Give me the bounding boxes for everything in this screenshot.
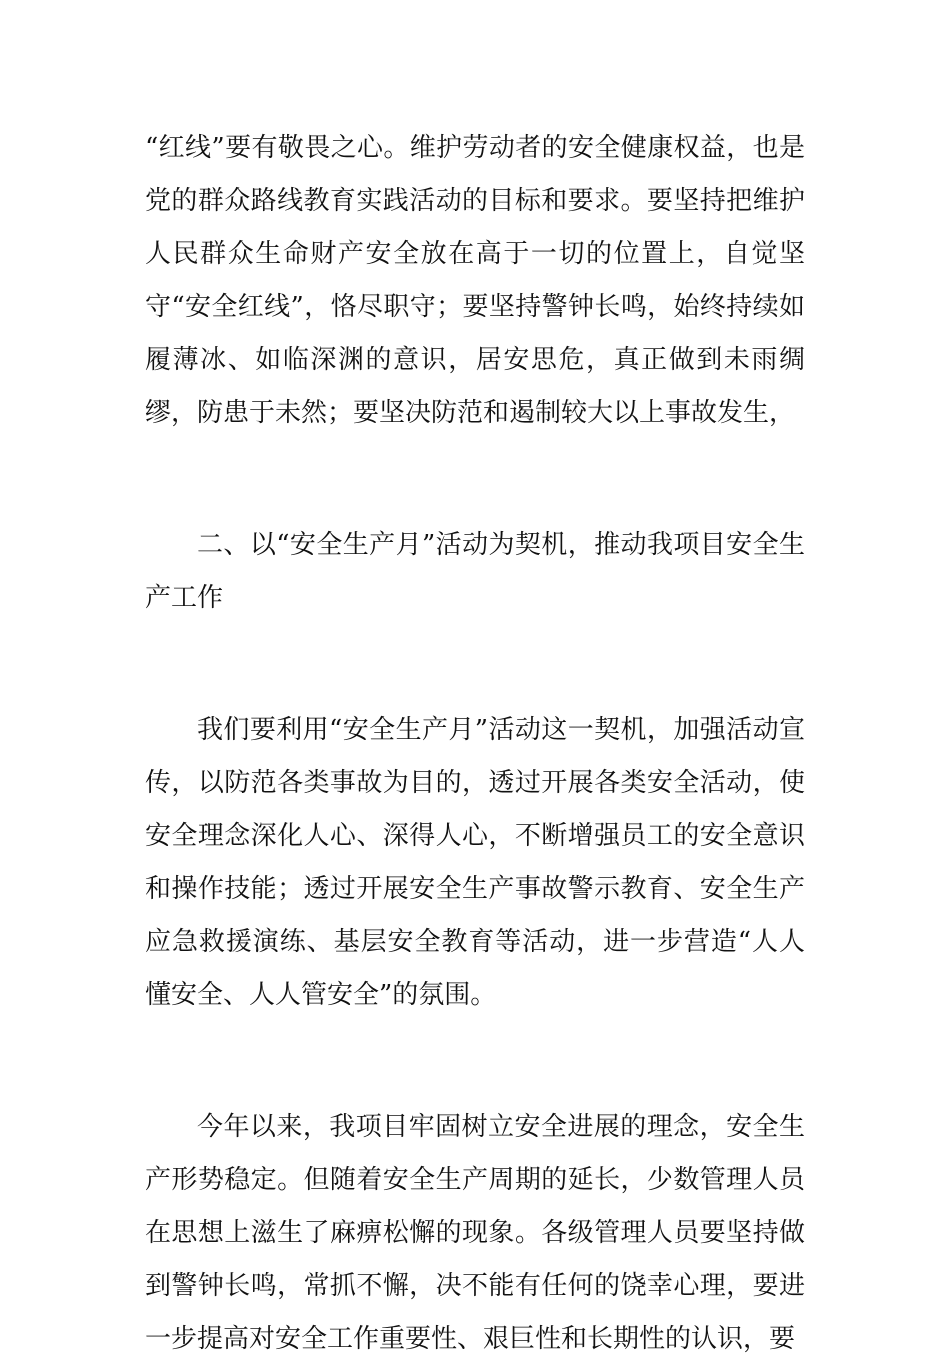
document-page — [145, 122, 805, 1366]
body-paragraph-safety-month-activities: 我们要利用“安全生产月”活动这一契机，加强活动宣传，以防范各类事故为目的，透过开展各类安全活动，使安全理念深化人心、深得人心，不断增强员工的安全意识和操作技能；透过开展安全生产事故警示教育、安全生产应急救援演练、基层安全教育等活动，进一步营造“人人懂安全、人人管安全”的氛围。 — [145, 715, 805, 1010]
body-paragraph-project-safety-status: 今年以来，我项目牢固树立安全进展的理念，安全生产形势稳定。但随着安全生产周期的延长，少数管理人员在思想上滋生了麻痹松懈的现象。各级管理人员要坚持做到警钟长鸣，常抓不懈，决不能有任何的饶幸心理，要进一步提高对安全工作重要性、艰巨性和长期性的认识，要 — [145, 1112, 805, 1354]
section-heading-safety-month: 二、以“安全生产月”活动为契机，推动我项目安全生产工作 — [145, 530, 805, 613]
body-paragraph-red-line: “红线”要有敬畏之心。维护劳动者的安全健康权益，也是党的群众路线教育实践活动的目标和要求。要坚持把维护人民群众生命财产安全放在高于一切的位置上，自觉坚守“安全红线”，恪尽职守；要坚持警钟长鸣，始终持续如履薄冰、如临深渊的意识，居安思危，真正做到未雨绸缪，防患于未然；要坚决防范和遏制较大以上事故发生， — [145, 133, 805, 428]
